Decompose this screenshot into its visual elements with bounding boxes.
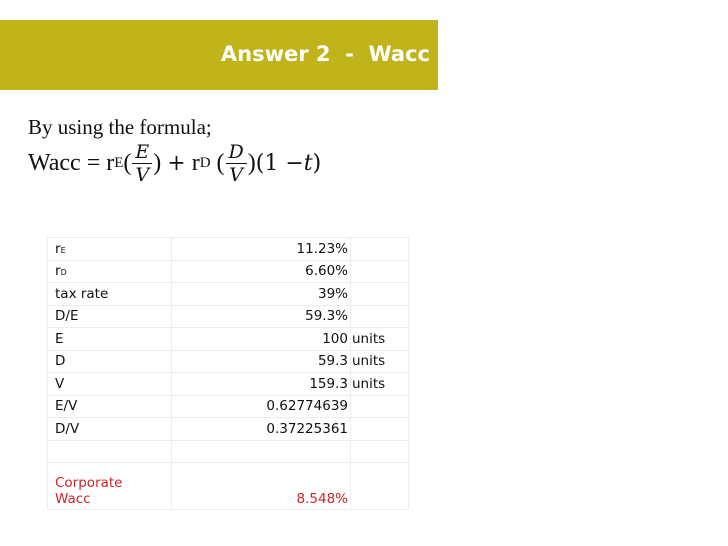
formula-tax-open: (1 − (255, 150, 304, 176)
row-unit (351, 440, 409, 462)
row-value: 100 (172, 328, 351, 351)
table-row-blank (48, 440, 409, 462)
row-unit: units (351, 350, 409, 373)
formula-lhs: Wacc = r (28, 149, 115, 176)
table-row (48, 328, 409, 351)
formula-tax-var: t (303, 150, 313, 176)
row-label (48, 260, 172, 283)
table-row (48, 260, 409, 283)
row-unit (351, 305, 409, 328)
row-label: tax rate (48, 283, 172, 306)
wacc-results-table (47, 237, 409, 510)
row-unit (351, 395, 409, 418)
row-value (172, 440, 351, 462)
corporate-label-line2: Wacc (55, 490, 91, 507)
corporate-wacc-label (48, 462, 172, 509)
row-value: 59.3 (172, 350, 351, 373)
formula-r-d: r (191, 149, 200, 176)
row-value: 11.23% (172, 238, 351, 261)
formula-plus: + (167, 150, 186, 176)
row-label: D/E (48, 305, 172, 328)
row-unit: units (351, 373, 409, 396)
row-unit (351, 462, 409, 509)
table-row-corporate-wacc (48, 462, 409, 509)
table-row (48, 373, 409, 396)
table-row (48, 350, 409, 373)
formula-fraction-dv (226, 141, 247, 186)
formula-close-paren-1: ) (153, 149, 162, 176)
title-bar (0, 20, 438, 90)
frac-ev-num: E (132, 141, 152, 164)
row-label: E/V (48, 395, 172, 418)
intro-text: By using the formula; (28, 115, 212, 139)
label-sub: E (60, 245, 66, 255)
formula-sub-e: E (114, 154, 124, 171)
row-value: 6.60% (172, 260, 351, 283)
corporate-wacc-value: 8.548% (172, 462, 351, 509)
table-row (48, 305, 409, 328)
row-unit (351, 260, 409, 283)
row-value: 0.62774639 (172, 395, 351, 418)
row-unit (351, 418, 409, 441)
row-label (48, 440, 172, 462)
formula-open-paren-2: ( (216, 149, 225, 176)
formula-close-paren-2: ) (247, 149, 256, 176)
row-label: V (48, 373, 172, 396)
row-unit: units (351, 328, 409, 351)
formula-open-paren-1: ( (123, 149, 132, 176)
frac-dv-num: D (226, 141, 247, 164)
row-value: 0.37225361 (172, 418, 351, 441)
slide-title: Answer 2 - Wacc (220, 42, 430, 66)
row-label: D/V (48, 418, 172, 441)
corporate-label-line1: Corporate (55, 474, 123, 491)
row-value: 59.3% (172, 305, 351, 328)
row-value: 159.3 (172, 373, 351, 396)
frac-dv-den: V (229, 163, 244, 186)
label-main: r (55, 263, 61, 280)
formula-tax-close: ) (312, 150, 322, 176)
row-label: E (48, 328, 172, 351)
table-row (48, 395, 409, 418)
row-unit (351, 238, 409, 261)
row-label (48, 238, 172, 261)
table-row (48, 283, 409, 306)
formula-sub-d: D (199, 154, 211, 171)
wacc-formula (28, 135, 321, 191)
frac-ev-den: V (135, 163, 150, 186)
row-label: D (48, 350, 172, 373)
row-unit (351, 283, 409, 306)
label-main: r (55, 240, 61, 257)
table-row (48, 418, 409, 441)
formula-fraction-ev (132, 141, 152, 186)
label-sub: D (60, 268, 67, 278)
row-value: 39% (172, 283, 351, 306)
table-row (48, 238, 409, 261)
